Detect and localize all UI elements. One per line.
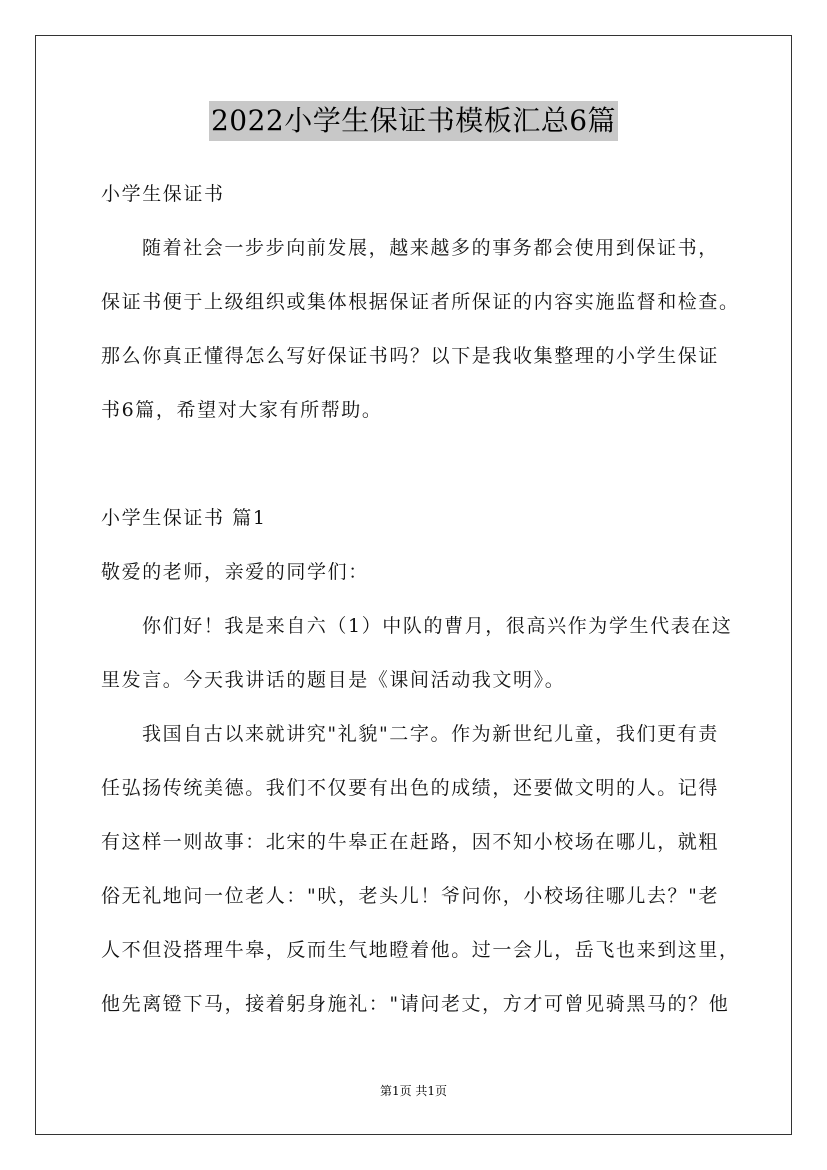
para2-line-3: 有这样一则故事：北宋的牛皋正在赶路，因不知小校场在哪儿，就粗 bbox=[101, 831, 720, 853]
document-title: 2022小学生保证书模板汇总6篇 bbox=[209, 101, 618, 141]
section-heading: 小学生保证书 篇1 bbox=[101, 507, 267, 529]
page-footer: 第1页 共1页 bbox=[379, 1084, 448, 1098]
intro-heading: 小学生保证书 bbox=[101, 183, 225, 205]
intro-line-2: 保证书便于上级组织或集体根据保证者所保证的内容实施监督和检查。 bbox=[101, 291, 740, 313]
para2-line-6: 他先离镫下马，接着躬身施礼："请问老丈，方才可曾见骑黑马的？他 bbox=[101, 993, 730, 1015]
title-container bbox=[0, 101, 827, 141]
para2-line-4: 俗无礼地问一位老人："吠，老头儿！爷问你，小校场往哪儿去？"老 bbox=[101, 885, 720, 907]
para1-line-2: 里发言。今天我讲话的题目是《课间活动我文明》。 bbox=[101, 669, 566, 691]
intro-line-4: 书6篇，希望对大家有所帮助。 bbox=[101, 399, 383, 421]
para2-line-2: 任弘扬传统美德。我们不仅要有出色的成绩，还要做文明的人。记得 bbox=[101, 777, 720, 799]
para2-line-5: 人不但没搭理牛皋，反而生气地瞪着他。过一会儿，岳飞也来到这里， bbox=[101, 939, 740, 961]
intro-line-1: 随着社会一步步向前发展，越来越多的事务都会使用到保证书， bbox=[142, 237, 719, 259]
salutation: 敬爱的老师，亲爱的同学们： bbox=[101, 561, 369, 583]
intro-line-3: 那么你真正懂得怎么写好保证书吗？以下是我收集整理的小学生保证 bbox=[101, 345, 720, 367]
para2-line-1: 我国自古以来就讲究"礼貌"二字。作为新世纪儿童，我们更有责 bbox=[142, 723, 719, 745]
para1-line-1: 你们好！我是来自六（1）中队的曹月，很高兴作为学生代表在这 bbox=[142, 615, 733, 637]
